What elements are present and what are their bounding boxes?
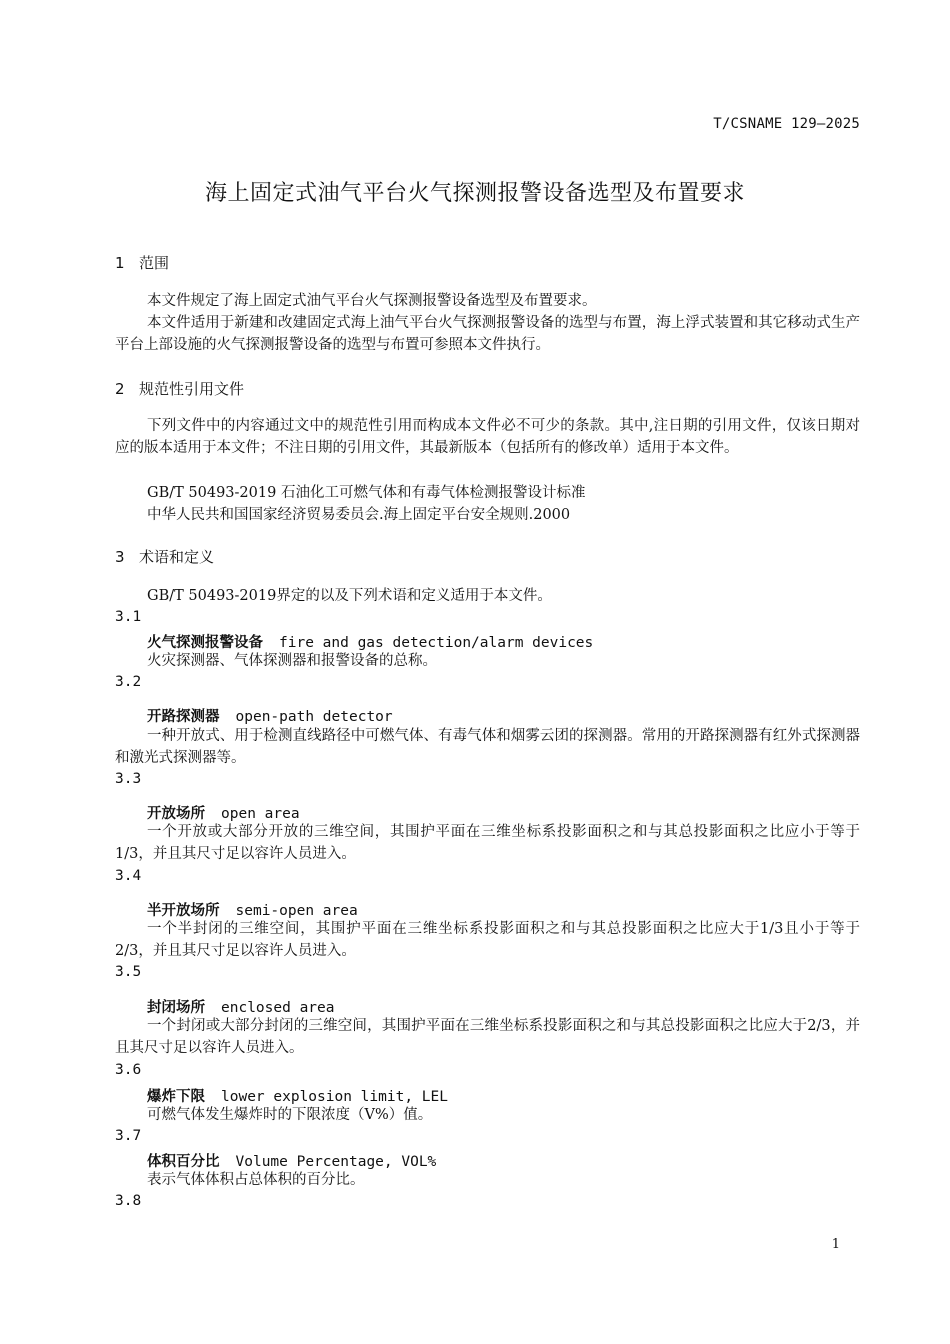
term-english: enclosed area	[221, 1000, 335, 1016]
clause-number: 3.2	[115, 674, 142, 690]
section-number: 1	[115, 254, 125, 272]
term-english: fire and gas detection/alarm devices	[279, 635, 594, 651]
section-heading-2	[115, 378, 244, 399]
section-heading-3	[115, 546, 214, 567]
term-definition: 一个封闭或大部分封闭的三维空间，其围护平面在三维坐标系投影面积之和与其总投影面积之比应大于2/3，并且其尺寸足以容许人员进入。	[115, 1018, 860, 1056]
term-english: open-path detector	[235, 709, 393, 725]
term-chinese: 开路探测器	[147, 709, 220, 725]
section-heading-1	[115, 252, 169, 273]
page-number: 1	[831, 1237, 840, 1252]
section-title: 范围	[139, 254, 170, 272]
term-english: semi-open area	[235, 903, 358, 919]
term-entry	[147, 802, 300, 823]
clause-number: 3.7	[115, 1128, 142, 1144]
normative-reference: 中华人民共和国国家经济贸易委员会.海上固定平台安全规则.2000	[147, 507, 571, 523]
term-definition: 一个开放或大部分开放的三维空间，其围护平面在三维坐标系投影面积之和与其总投影面积之比应小于等于1/3，并且其尺寸足以容许人员进入。	[115, 824, 860, 862]
paragraph: 下列文件中的内容通过文中的规范性引用而构成本文件必不可少的条款。其中,注日期的引用文件，仅该日期对应的版本适用于本文件；不注日期的引用文件，其最新版本（包括所有的修改单）适用于本文件。	[115, 418, 860, 456]
section-number: 3	[115, 548, 125, 566]
term-entry	[147, 996, 335, 1017]
term-entry	[147, 1085, 448, 1106]
term-definition: 可燃气体发生爆炸时的下限浓度（V%）值。	[147, 1107, 433, 1123]
clause-number: 3.5	[115, 964, 142, 980]
term-chinese: 体积百分比	[147, 1154, 220, 1170]
term-chinese: 开放场所	[147, 806, 205, 822]
term-definition: 一个半封闭的三维空间，其围护平面在三维坐标系投影面积之和与其总投影面积之比应大于1/3且小于等于2/3，并且其尺寸足以容许人员进入。	[115, 921, 860, 959]
term-chinese: 半开放场所	[147, 903, 220, 919]
paragraph: 本文件适用于新建和改建固定式海上油气平台火气探测报警设备的选型与布置，海上浮式装置和其它移动式生产平台上部设施的火气探测报警设备的选型与布置可参照本文件执行。	[115, 315, 860, 353]
clause-number: 3.6	[115, 1062, 142, 1078]
section-number: 2	[115, 380, 125, 398]
section-title: 规范性引用文件	[139, 380, 245, 398]
section-title: 术语和定义	[139, 548, 215, 566]
term-english: lower explosion limit, LEL	[221, 1089, 448, 1105]
normative-reference: GB/T 50493-2019 石油化工可燃气体和有毒气体检测报警设计标准	[147, 485, 586, 501]
term-chinese: 爆炸下限	[147, 1089, 205, 1105]
paragraph: GB/T 50493-2019界定的以及下列术语和定义适用于本文件。	[147, 588, 552, 604]
term-entry	[147, 631, 593, 652]
term-definition: 火灾探测器、气体探测器和报警设备的总称。	[147, 653, 437, 669]
term-chinese: 火气探测报警设备	[147, 635, 263, 651]
clause-number: 3.8	[115, 1193, 142, 1209]
clause-number: 3.1	[115, 609, 142, 625]
term-english: Volume Percentage, VOL%	[235, 1154, 437, 1170]
paragraph: 本文件规定了海上固定式油气平台火气探测报警设备选型及布置要求。	[147, 293, 597, 309]
term-entry	[147, 899, 358, 920]
document-title: 海上固定式油气平台火气探测报警设备选型及布置要求	[204, 181, 745, 206]
term-definition: 表示气体体积占总体积的百分比。	[147, 1172, 365, 1188]
term-definition: 一种开放式、用于检测直线路径中可燃气体、有毒气体和烟雾云团的探测器。常用的开路探测器有红外式探测器和激光式探测器等。	[115, 728, 860, 766]
standard-number: T/CSNAME 129—2025	[713, 116, 860, 132]
clause-number: 3.4	[115, 868, 142, 884]
term-entry	[147, 1150, 436, 1171]
term-chinese: 封闭场所	[147, 1000, 205, 1016]
clause-number: 3.3	[115, 771, 142, 787]
term-english: open area	[221, 806, 300, 822]
term-entry	[147, 705, 393, 726]
